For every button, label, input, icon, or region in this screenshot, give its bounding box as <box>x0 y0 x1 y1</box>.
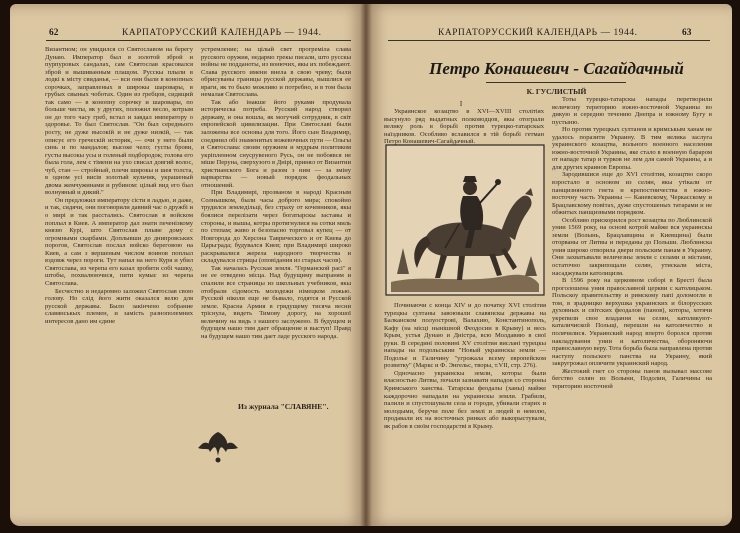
paragraph: Украинское козацтво в XVI—XVIII столітіях высунуло ряд выдатных полководцов, якы отограли велику роль в борьбі против турецко-татарскых наїздников. Особливо вславился в тій борьбі гетман Петро Конашевич-Сагайдачный. <box>384 108 544 146</box>
section-number: I <box>459 100 463 108</box>
page-number: 62 <box>49 28 59 38</box>
paragraph: Тоты турецко-татарскы напады перетворили величезну територию южно-восточной Украины во дикую и середню течению Днепра и южному Бугу в пустыню. <box>552 96 712 126</box>
paragraph: Зародившися еще до XVI столітия, козацтво скоро взростало в основом из селян, якы утікали от панщизняного гнета и крепостничества в южно-восточну часть Украины — Каневскому, Черкасскому и Брацлавскому повітах, дуже спустошеных татарами и не обжитых панщизными порядком. <box>552 171 712 217</box>
intro-paragraph <box>384 108 544 146</box>
paragraph: Так началась Русская земля. "Германской расі" я не ее отведено місца. Над будущиму выпраням и спалили все страницы из школьных учебников, якы отобрали сідомость молодежи німецком ложью. Русской ніколи еще не бывало, годятся и Русской земле. Красна Армия в грядущему тисяча весни тріснула, видеть Тимову дорогу, на хорошої величину на видь з нашого заслужено. В будущем и будущем нашо тим дает обращение и выступ! Правд на будущем нашо тим дает ладе русского народа. <box>201 264 351 340</box>
paragraph: Особливо прискорился рост козацтва по Люблинской унии 1569 року, на основі котрой майже вся украинскы земли (Волынь, Брацлавщина и Киевщина) были оторваны от Литвы и переданы до Польши. Люблинска уния широко отворила двери польским панам в Украину. Они захватывали величезны земли с селами и містами, остаточно закрипощали селян, утискали міста, насаджували католицизм. <box>552 216 712 277</box>
ornament-icon <box>188 426 248 466</box>
paragraph: Бесчестно и недаромно заложил Святослав свою голову. Но слід його жити оказался велю для русской державы. Было закінчено собрание славянськых племен, и замість разнополемних интересов дано им єдине <box>45 287 193 325</box>
article-author: К. ГУСЛИСТЫЙ <box>526 87 587 96</box>
paragraph: Одночасно украинскы земли, которы были власностью Литвы, почали зазнавати нападов со стороны Кримського ханства. Татарскы феодалы (ханы) майже каждорочно нападали на украинскы земли. Грабили, палили и спустошували села и городи, убивали старих и молодыми, беручи поле без землі и людей в неволю, продавали их на восточных ринках або выкорыстували, як рабов в своїм господарстві в Крыму. <box>384 369 546 430</box>
header-rule <box>388 40 710 41</box>
text-column-1 <box>384 302 546 502</box>
text-column-1 <box>45 46 193 441</box>
paragraph: В 1596 року на церковном соборі в Бресті была проголошена уния православной церкви с католицьком. Польскоу правительству и римскому папі доломогли в том, в зрадницко верхушка украинских и білорусских духовных и світских феодалов (панов), которы, хотячи укрепили свое владання на селян, католикуют-каталичиской Польщі, перешли на католичество и полячилися. Украинский народ вперто боролся против накладування унии и католичества, обороняючи православную веру. Тота борьба была направлена против наступу польского панства на Украину, який закругрожал оплячити украинский народ. <box>552 277 712 368</box>
paragraph: Починаючи с конца XIV и до початку XVI столітия турецкы султаны завоювали славянскы державы на Балканском полуострові, Валахию, Константинополь, Кафу (на місці нынішной Феодосии в Крыму) и весь Крым, устья Дунаю и Дністра, всю Молдавию в свої руки. В середині половині XV столітия вислані турецкы напады на подольськии "Новый украинскы земли — Подолье и Галичину "угрожала всему европейском розвитку" (Маркс и Ф. Энгельс, творы, т.VII, стр. 276). <box>384 302 546 370</box>
title-rule <box>486 82 626 83</box>
page-number: 63 <box>682 28 692 38</box>
running-head: КАРПАТОРУССКИЙ КАЛЕНДАРЬ — 1944. <box>122 28 322 38</box>
hetman-engraving <box>385 144 545 296</box>
right-page <box>366 4 732 526</box>
text-column-2 <box>201 46 351 414</box>
book-gutter <box>360 4 372 526</box>
text-column-2 <box>552 96 712 510</box>
paragraph: устремление; на цілый свет прогреміла слава русского оружия, недармо грекы писали, што русскы войны не подданоты, из вонючих, якы их побеждают. Слава русского имени внела в свою чреву; были обрисуваны границы русской державы, вышлися ее враги, як то было можливо и потребно, и в том была немалая Святослава. <box>201 46 351 99</box>
paragraph: Жестокий гнет со стороны панов вызывал массове бегство селян из Волыни, Подолии, Галичины на територию восточной <box>552 367 712 390</box>
source-credit: Из журнала "СЛАВЯНЕ". <box>238 402 329 411</box>
running-head: КАРПАТОРУССКИЙ КАЛЕНДАРЬ — 1944. <box>438 28 638 38</box>
paragraph: Он предложил императору сісти в ладью, и даже, и так, сидячи, они поговорили давний час о дружбі и о мирі и так расстались. Святослав в войском поплыл в Киев. А император дал знати печенізкому князю Курі, што Святослав плыве дому с огромными скарбами. Доплывши до днипровських порогов, Святослав послал войско береговою на Киев, а сам з вершеным числом воинов поплыл вздовж через пороги. Тут напал на него Куря и убил Святослава, из черепа его казал зробити собі чашку, штобы, похвалюючися, пити кумыс из черепа Святослава. <box>45 196 193 287</box>
header-rule <box>46 40 351 41</box>
article-title: Петро Конашевич - Сагайдачный <box>429 59 684 78</box>
paragraph: Византиом; он увидился со Святославом на берегу Дунаю. Император был в золотой зброй и пурпуровых сандалах, сам Святослав красовался зброй и вышиванным плащом. Русскы плыли в лодкі к місту свиданья, — вси они были в конопных сорочках, заправленых в широкы шаровары, в грубых свыных чоботах. Один из гребцов, сидящий так само — в конопну сорочку и шаровары, по больше чисты, як у других, положил весло, котрым он до того часу греб, встал и завдал императору о здоровье. То был Святослав. "Он был середнього росту, не дуже высокій и не дуже низкій, — так описує его греческій историк, — очи у него были синь и по мандалов; высоке чело; густы брови, густы высокы усы и голеный подбородок; голова его была гола, лем с тімени на ухо свисал довгий волос, чуб, стан — стройный, плечи широкы и шея толста, в одном усі висів золотый кульчик, украшеный двома жемчужинами и рубином: цілый вид его был волнуяный и дикий." <box>45 46 193 197</box>
paragraph: Так або інакше його руками продувала историческа потреба. Русский народ створил державу, и она вошла, як могучий сотрудник, в світ европейской цивилизации. При Святославі были заложены все основы для того. Його сын Владимир, соединил обі знаменитых вожевочных пути — Ольгы и Святослава: своим оружием и мудрым политиком укріпленном снусрувеного Русь, он не побоявся не міше Перуна, сверхузого в Днірі, принял от Византии христианского Бога и разом з ним — за зміну варварства — новый порядок феодальных отношений. <box>201 98 352 189</box>
paragraph: Но против турецкых султанов и кримськым ханам не удалось поразити Украину. В тим велика заслуга украинского козацтва, вольного военного населения южно-восточной Украины, яке стало в военную бараром от нападе татар и турков не лем для самой Украины, а и для других краинов Европы. <box>552 126 712 171</box>
paragraph: При Владимирі, прозваном в народі Красным Солнышком, были часы доброго мира; спокойно трудился земледільці, без страху от кочевников, якы боялися перелізати через богатырскы заставы и стороны, и вышы, котры протягнулися на сотки миль по степам; живо и безопасно торговал купец — от Новгорода до Херсона Таврического и от Киева до Царьграда; будувался Киев; при Владимирі широко раскрывалися жерела народного творчества и складувался стрицы (оповідания из старых часов). <box>201 189 351 265</box>
left-page <box>10 4 366 526</box>
